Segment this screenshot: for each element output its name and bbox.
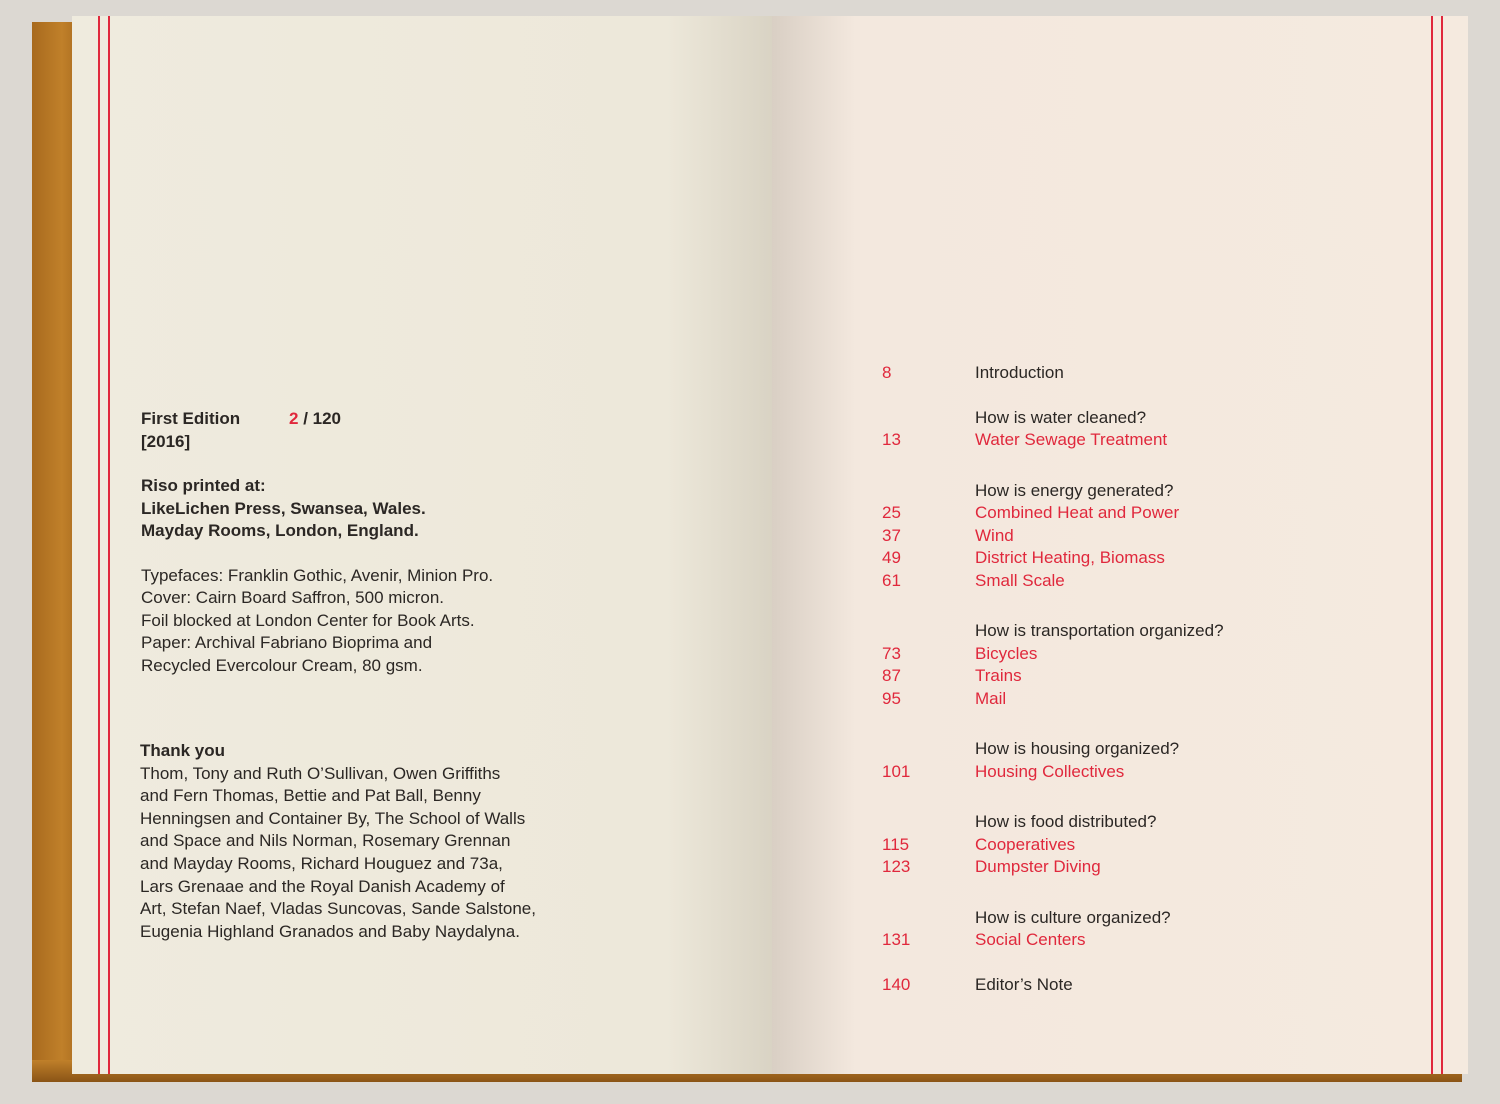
toc-entry (860, 547, 1320, 570)
toc-question (860, 738, 1320, 761)
spec-line: Recycled Evercolour Cream, 80 gsm. (141, 655, 423, 675)
toc-page-number: 95 (882, 688, 901, 708)
toc-title: Bicycles (975, 643, 1038, 663)
toc-question (860, 407, 1320, 430)
edition-row (141, 408, 493, 431)
copy-total: / 120 (298, 409, 342, 428)
riso-line: Mayday Rooms, London, England. (141, 521, 419, 540)
toc-question-text: How is food distributed? (975, 812, 1157, 831)
toc-entry (860, 643, 1320, 666)
spec-line: Paper: Archival Fabriano Bioprima and (141, 633, 433, 652)
thanks-line: Thom, Tony and Ruth O’Sullivan, Owen Griffiths (140, 763, 501, 783)
toc-question (860, 907, 1320, 930)
red-rule (1441, 16, 1443, 1074)
riso-line: LikeLichen Press, Swansea, Wales. (141, 498, 426, 518)
toc-question (860, 620, 1320, 643)
table-of-contents (860, 362, 1320, 996)
toc-title: Social Centers (975, 930, 1086, 949)
colophon (141, 408, 493, 677)
spec-line: Cover: Cairn Board Saffron, 500 micron. (141, 588, 444, 607)
edition-year: [2016] (141, 431, 191, 451)
toc-question (860, 811, 1320, 834)
toc-page-number: 61 (882, 570, 901, 590)
toc-title: Water Sewage Treatment (975, 430, 1168, 449)
thanks-line: Art, Stefan Naef, Vladas Suncovas, Sande Salstone, (140, 899, 536, 919)
toc-page-number: 8 (882, 363, 892, 382)
toc-page-number: 140 (882, 974, 911, 994)
thanks-line: Lars Grenaae and the Royal Danish Academy of (140, 876, 505, 896)
toc-question-text: How is water cleaned? (975, 407, 1147, 427)
toc-page-number: 131 (882, 930, 911, 949)
spec-line: Typefaces: Franklin Gothic, Avenir, Minion Pro. (141, 565, 494, 585)
toc-title: Mail (975, 688, 1007, 708)
toc-page-number: 13 (882, 430, 901, 449)
red-rule (1431, 16, 1433, 1074)
spec-line: Foil blocked at London Center for Book Arts. (141, 610, 475, 630)
toc-title: Trains (975, 666, 1022, 685)
toc-page-number: 25 (882, 503, 901, 522)
thanks-block (140, 740, 570, 943)
toc-page-number: 49 (882, 548, 901, 567)
toc-question-text: How is transportation organized? (975, 621, 1224, 640)
toc-entry (860, 525, 1320, 548)
toc-question-text: How is energy generated? (975, 480, 1174, 500)
toc-entry (860, 665, 1320, 688)
toc-page-number: 115 (882, 834, 910, 854)
thanks-line: and Space and Nils Norman, Rosemary Grennan (140, 831, 511, 851)
toc-page-number: 87 (882, 666, 901, 685)
toc-page-number: 73 (882, 643, 901, 663)
riso-block (141, 475, 493, 543)
toc-entry (860, 834, 1320, 857)
thanks-line: and Fern Thomas, Bettie and Pat Ball, Benny (140, 786, 481, 806)
toc-title: Editor’s Note (975, 974, 1073, 994)
toc-title: Small Scale (975, 570, 1065, 590)
riso-heading: Riso printed at: (141, 476, 266, 495)
toc-entry (860, 570, 1320, 593)
toc-entry (860, 856, 1320, 879)
toc-page-number: 37 (882, 525, 901, 545)
thanks-line: Eugenia Highland Granados and Baby Naydalyna. (140, 921, 520, 941)
edition-label: First Edition (141, 409, 241, 428)
toc-question-text: How is housing organized? (975, 739, 1180, 758)
toc-page-number: 101 (882, 761, 911, 781)
toc-title: Introduction (975, 363, 1064, 382)
toc-page-number: 123 (882, 857, 911, 876)
toc-entry (860, 974, 1320, 997)
thanks-line: and Mayday Rooms, Richard Houguez and 73a, (140, 853, 503, 873)
red-rule (108, 16, 110, 1074)
toc-entry (860, 688, 1320, 711)
edition-number (289, 408, 341, 431)
toc-entry (860, 929, 1320, 952)
toc-title: Dumpster Diving (975, 857, 1101, 876)
copy-number: 2 (289, 409, 299, 428)
toc-entry (860, 502, 1320, 525)
toc-title: Housing Collectives (975, 761, 1125, 781)
toc-entry (860, 362, 1320, 385)
toc-title: Combined Heat and Power (975, 503, 1180, 522)
toc-entry (860, 429, 1320, 452)
toc-title: Cooperatives (975, 834, 1076, 854)
red-rule (98, 16, 100, 1074)
thanks-line: Henningsen and Container By, The School of Walls (140, 808, 526, 828)
toc-title: District Heating, Biomass (975, 548, 1165, 567)
toc-title: Wind (975, 525, 1014, 545)
toc-entry (860, 761, 1320, 784)
toc-question (860, 480, 1320, 503)
toc-question-text: How is culture organized? (975, 907, 1171, 927)
spec-block (141, 565, 493, 678)
thanks-heading: Thank you (140, 741, 226, 760)
